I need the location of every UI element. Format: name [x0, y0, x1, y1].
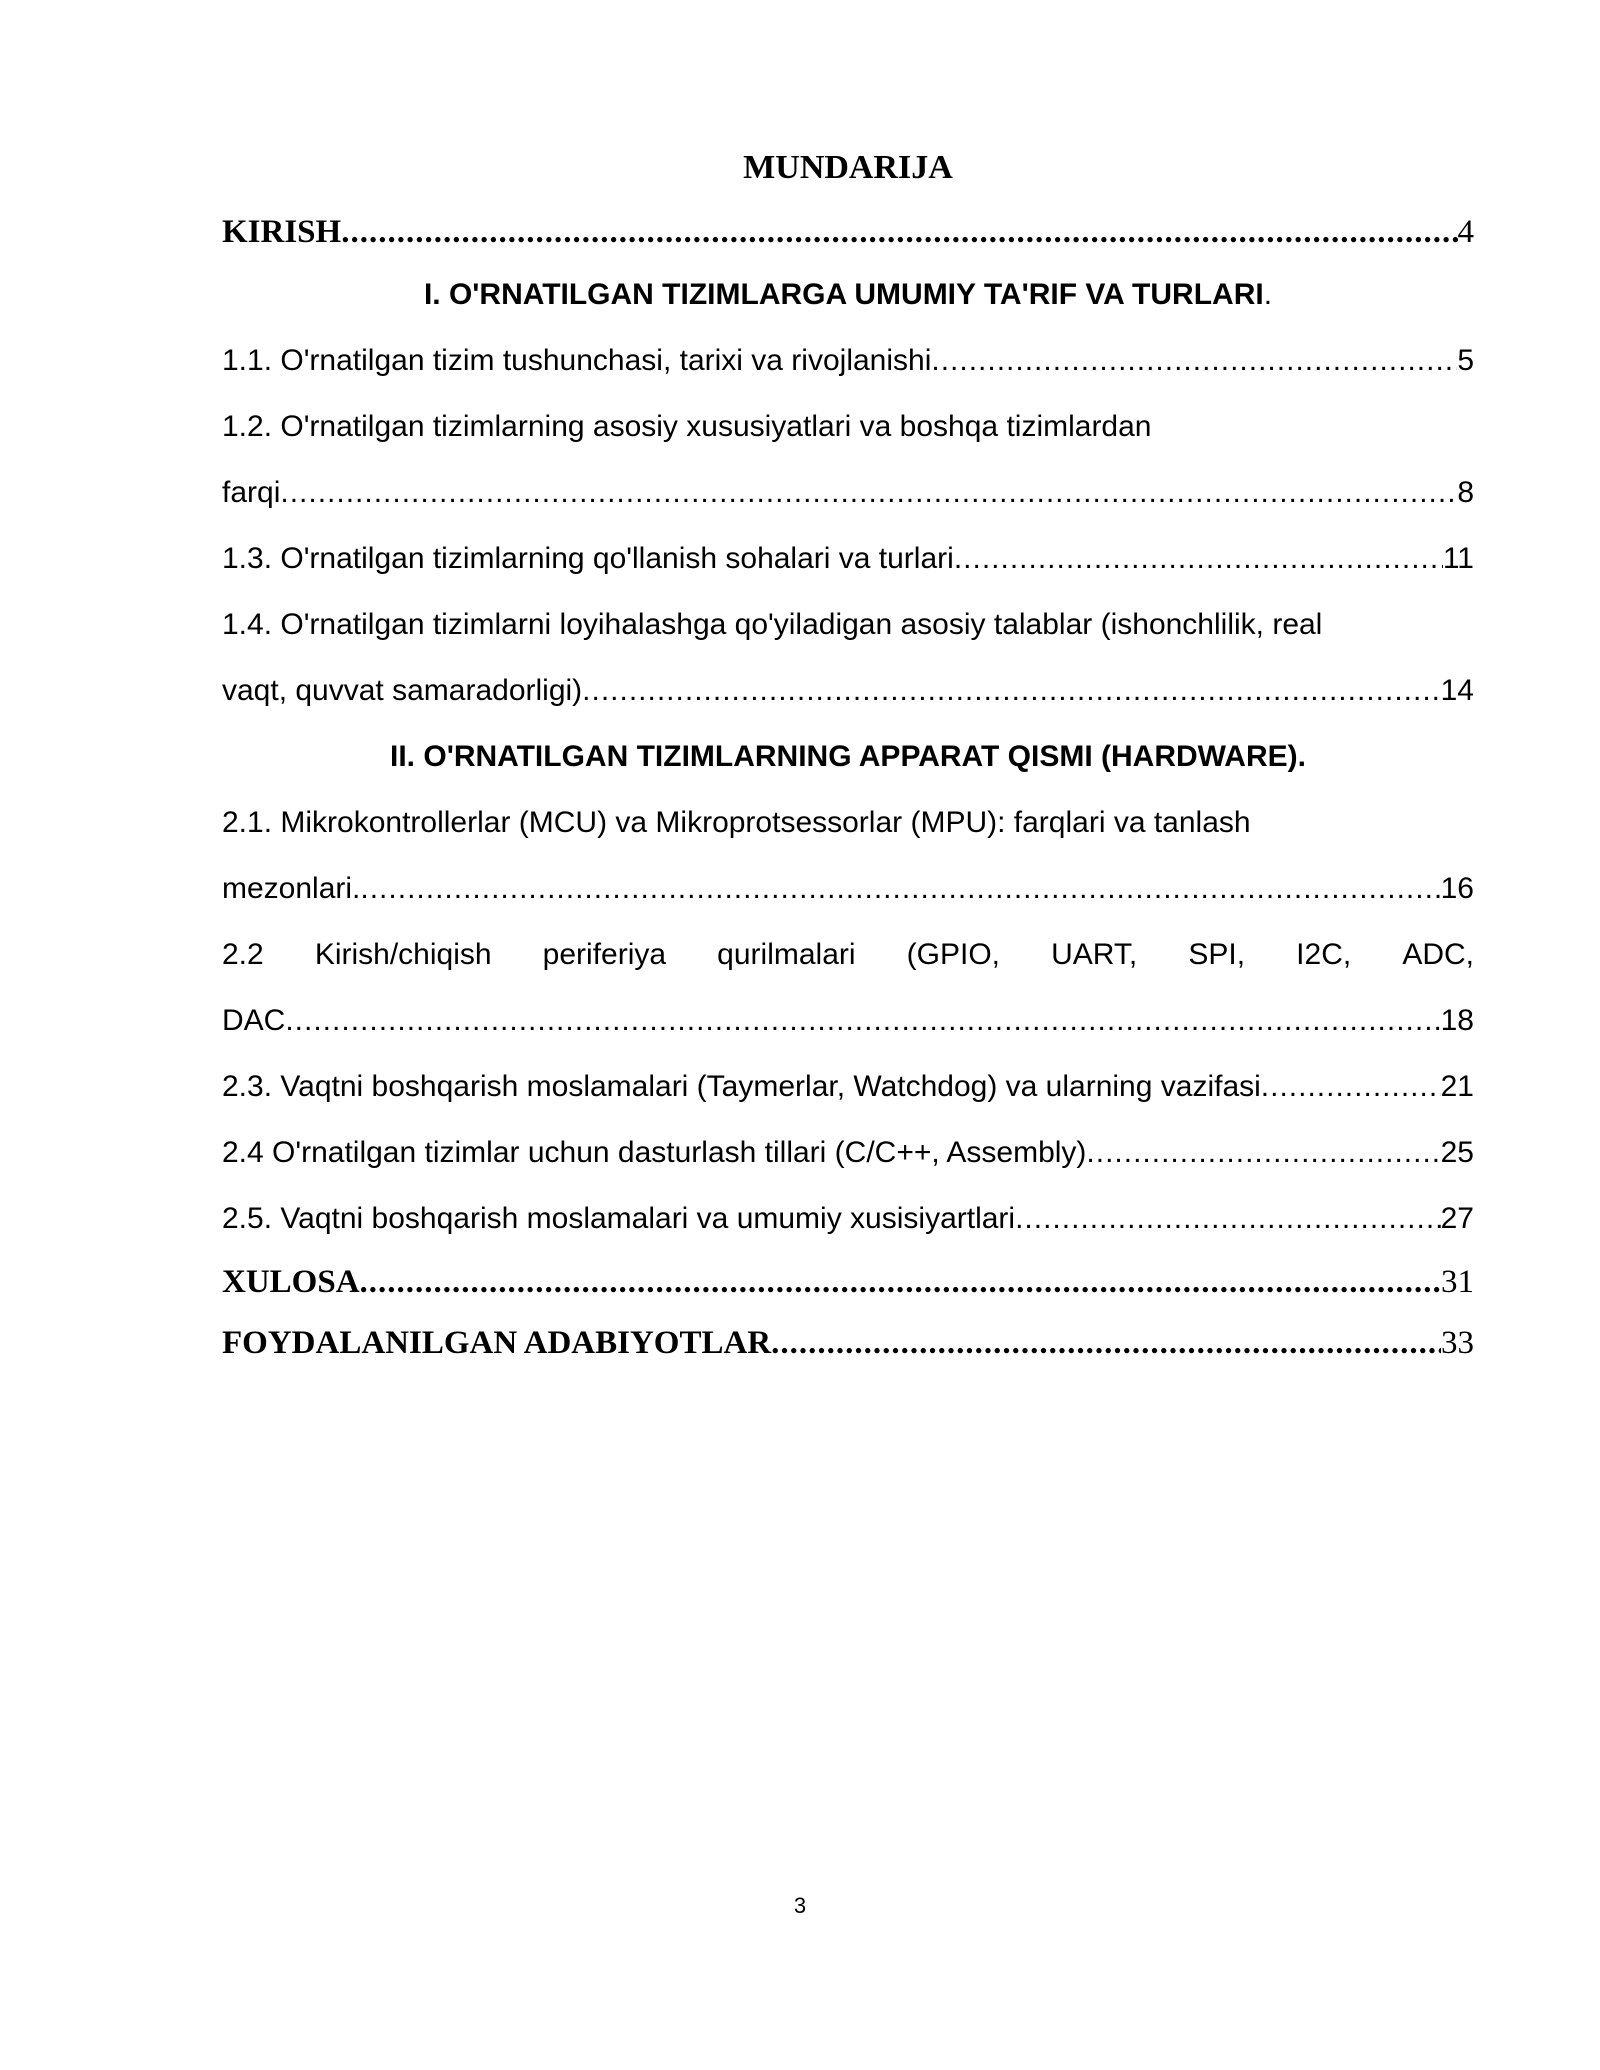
page-number: 3 — [793, 1893, 807, 1918]
word: SPI, — [1188, 938, 1246, 971]
toc-entry-label: DAC — [222, 1004, 286, 1037]
toc-entry-label: farqi — [222, 476, 281, 509]
toc-entry-2-1-line1[interactable]: 2.1. Mikrokontrollerlar (MCU) va Mikroprotsessorlar (MPU): farqlari va tanlash — [222, 806, 1251, 839]
toc-entry-label: FOYDALANILGAN ADABIYOTLAR — [222, 1325, 772, 1361]
toc-page-number: 27 — [1440, 1202, 1474, 1235]
dot-leader — [1086, 1128, 1440, 1178]
toc-entry-label: 2.4 O'rnatilgan tizimlar uchun dasturlash tillari (C/C++, Assembly) — [222, 1136, 1087, 1169]
toc-page-number: 18 — [1440, 1004, 1474, 1037]
toc-entry-2-2[interactable] — [222, 996, 1474, 1046]
toc-entry-label: mezonlari. — [222, 872, 361, 905]
toc-entry-label: 1.1. O'rnatilgan tizim tushunchasi, tarixi va rivojlanishi — [222, 344, 932, 377]
dot-leader — [954, 534, 1443, 584]
toc-entry-label: 2.3. Vaqtni boshqarish moslamalari (Taymerlar, Watchdog) va ularning vazifasi — [222, 1070, 1261, 1103]
toc-page-number: 31 — [1441, 1264, 1474, 1300]
document-page — [222, 0, 1474, 2070]
word: I2C, — [1296, 938, 1352, 971]
dot-leader — [1015, 1194, 1441, 1244]
toc-entry-label: vaqt, quvvat samaradorligi) — [222, 674, 583, 707]
toc-page-number: 11 — [1442, 542, 1474, 575]
toc-entry-1-1[interactable] — [222, 336, 1474, 386]
toc-entry-kirish[interactable] — [222, 207, 1474, 257]
toc-entry-2-5[interactable] — [222, 1194, 1474, 1244]
toc-page-number: 4 — [1457, 214, 1474, 250]
toc-page-number: 8 — [1457, 476, 1474, 509]
toc-entry-label: 2.5. Vaqtni boshqarish moslamalari va umumiy xusisiyartlari — [222, 1202, 1016, 1235]
toc-page-number: 14 — [1440, 674, 1474, 707]
dot-leader — [931, 336, 1457, 386]
word: periferiya — [542, 938, 667, 971]
word: 2.2 — [222, 938, 264, 971]
dot-leader — [280, 468, 1457, 518]
toc-entry-1-2[interactable] — [222, 468, 1474, 518]
toc-entry-1-2-line1[interactable]: 1.2. O'rnatilgan tizimlarning asosiy xususiyatlari va boshqa tizimlardan — [222, 410, 1152, 443]
section-heading-1 — [222, 270, 1474, 320]
toc-entry-2-3[interactable] — [222, 1062, 1474, 1112]
toc-page-number: 25 — [1440, 1136, 1474, 1169]
toc-page-number: 33 — [1441, 1325, 1474, 1361]
toc-entry-1-4-line1[interactable]: 1.4. O'rnatilgan tizimlarni loyihalashga qo'yiladigan asosiy talablar (ishonchlilik, real — [222, 608, 1323, 641]
dot-leader — [582, 666, 1440, 716]
toc-entry-label: XULOSA — [222, 1264, 360, 1300]
dot-leader — [360, 1257, 1441, 1307]
toc-page-number: 5 — [1457, 344, 1474, 377]
dot-leader — [771, 1318, 1441, 1368]
word: UART, — [1051, 938, 1138, 971]
dot-leader — [285, 996, 1440, 1046]
section-heading-2: II. O'RNATILGAN TIZIMLARNING APPARAT QISMI (HARDWARE). — [390, 740, 1306, 773]
dot-leader — [1261, 1062, 1441, 1112]
toc-entry-adabiyotlar[interactable] — [222, 1318, 1474, 1368]
toc-entry-1-4[interactable] — [222, 666, 1474, 716]
word: Kirish/chiqish — [314, 938, 492, 971]
word: qurilmalari — [717, 938, 856, 971]
word: (GPIO, — [906, 938, 1000, 971]
toc-entry-label: KIRISH — [222, 214, 342, 250]
section-heading-trail: . — [1263, 278, 1273, 311]
toc-entry-2-4[interactable] — [222, 1128, 1474, 1178]
section-heading-text: I. O'RNATILGAN TIZIMLARGA UMUMIY TA'RIF VA TURLARI — [423, 278, 1264, 311]
dot-leader — [360, 864, 1440, 914]
toc-entry-2-1[interactable] — [222, 864, 1474, 914]
toc-entry-label: 1.3. O'rnatilgan tizimlarning qo'llanish sohalari va turlari — [222, 542, 954, 575]
toc-entry-2-2-line1[interactable] — [222, 930, 1474, 980]
toc-entry-xulosa[interactable] — [222, 1257, 1474, 1307]
toc-entry-1-3[interactable] — [222, 534, 1474, 584]
toc-page-number: 16 — [1440, 872, 1474, 905]
dot-leader — [341, 207, 1457, 257]
word: ADC, — [1402, 938, 1474, 971]
toc-title: MUNDARIJA — [743, 149, 953, 186]
toc-page-number: 21 — [1440, 1070, 1474, 1103]
